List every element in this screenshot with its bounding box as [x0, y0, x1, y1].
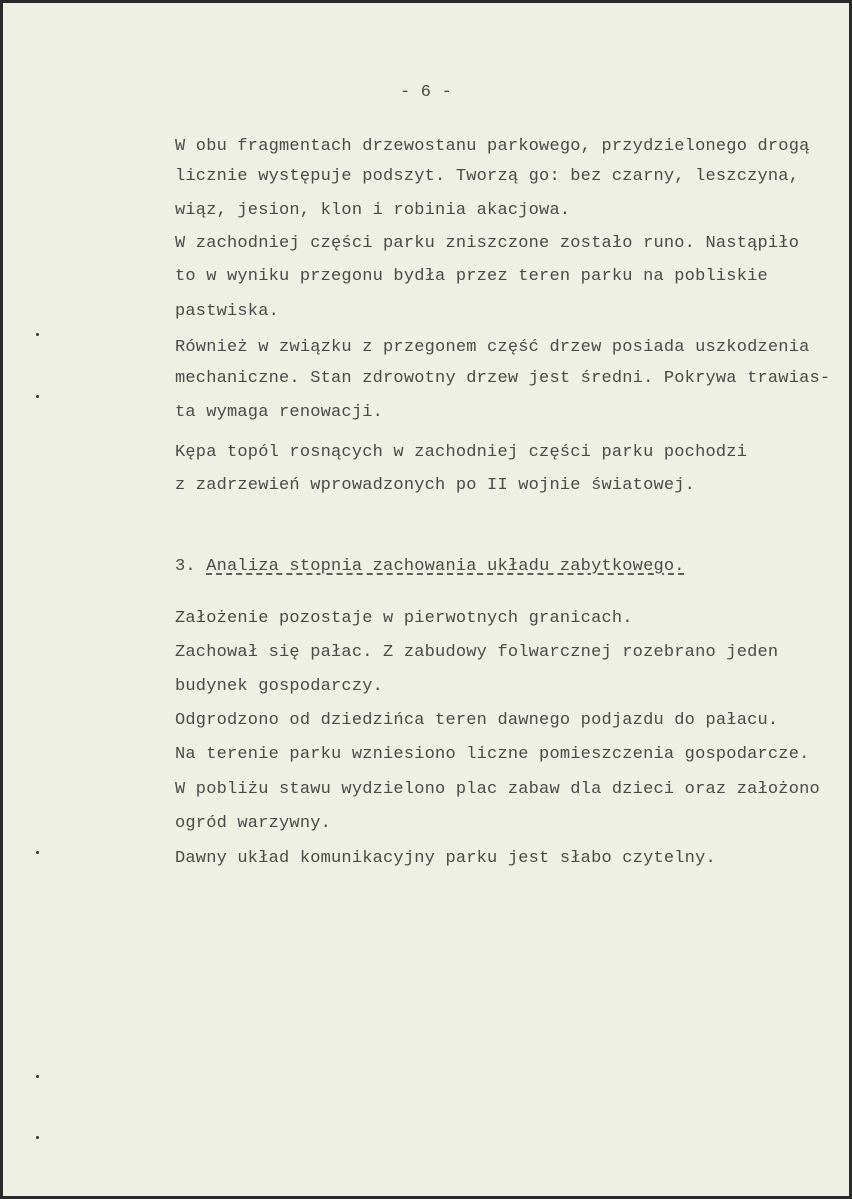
section-title: Analiza stopnia zachowania układu zabytkowego.	[206, 557, 685, 576]
text-line: Również w związku z przegonem część drzew posiada uszkodzenia	[175, 338, 810, 357]
text-line: Kępa topól rosnących w zachodniej części parku pochodzi	[175, 443, 748, 462]
text-line: W pobliżu stawu wydzielono plac zabaw dla dzieci oraz założono	[175, 780, 820, 799]
section-heading	[175, 557, 685, 576]
punch-mark	[36, 1136, 39, 1139]
text-line: budynek gospodarczy.	[175, 677, 384, 696]
text-line: to w wyniku przegonu bydła przez teren parku na pobliskie	[175, 267, 768, 286]
text-line: ogród warzywny.	[175, 814, 332, 833]
text-line: pastwiska.	[175, 302, 280, 321]
text-line: W zachodniej części parku zniszczone zostało runo. Nastąpiło	[175, 234, 800, 253]
text-line: Założenie pozostaje w pierwotnych granicach.	[175, 609, 633, 628]
punch-mark	[36, 1075, 39, 1078]
page-number: - 6 -	[400, 83, 453, 102]
text-line: Na terenie parku wzniesiono liczne pomieszczenia gospodarcze.	[175, 745, 810, 764]
text-line: Dawny układ komunikacyjny parku jest słabo czytelny.	[175, 849, 716, 868]
text-line: W obu fragmentach drzewostanu parkowego, przydzielonego drogą	[175, 137, 810, 156]
text-line: Odgrodzono od dziedzińca teren dawnego podjazdu do pałacu.	[175, 711, 779, 730]
text-line: Zachował się pałac. Z zabudowy folwarcznej rozebrano jeden	[175, 643, 779, 662]
punch-mark	[36, 851, 39, 854]
text-line: wiąz, jesion, klon i robinia akacjowa.	[175, 201, 571, 220]
text-line: ta wymaga renowacji.	[175, 403, 384, 422]
document-page	[3, 3, 849, 1196]
punch-mark	[36, 333, 39, 336]
punch-mark	[36, 395, 39, 398]
text-line: mechaniczne. Stan zdrowotny drzew jest średni. Pokrywa trawias-	[175, 369, 831, 388]
text-line: z zadrzewień wprowadzonych po II wojnie światowej.	[175, 476, 696, 495]
text-line: licznie występuje podszyt. Tworzą go: bez czarny, leszczyna,	[175, 167, 800, 186]
section-number: 3.	[175, 557, 196, 576]
